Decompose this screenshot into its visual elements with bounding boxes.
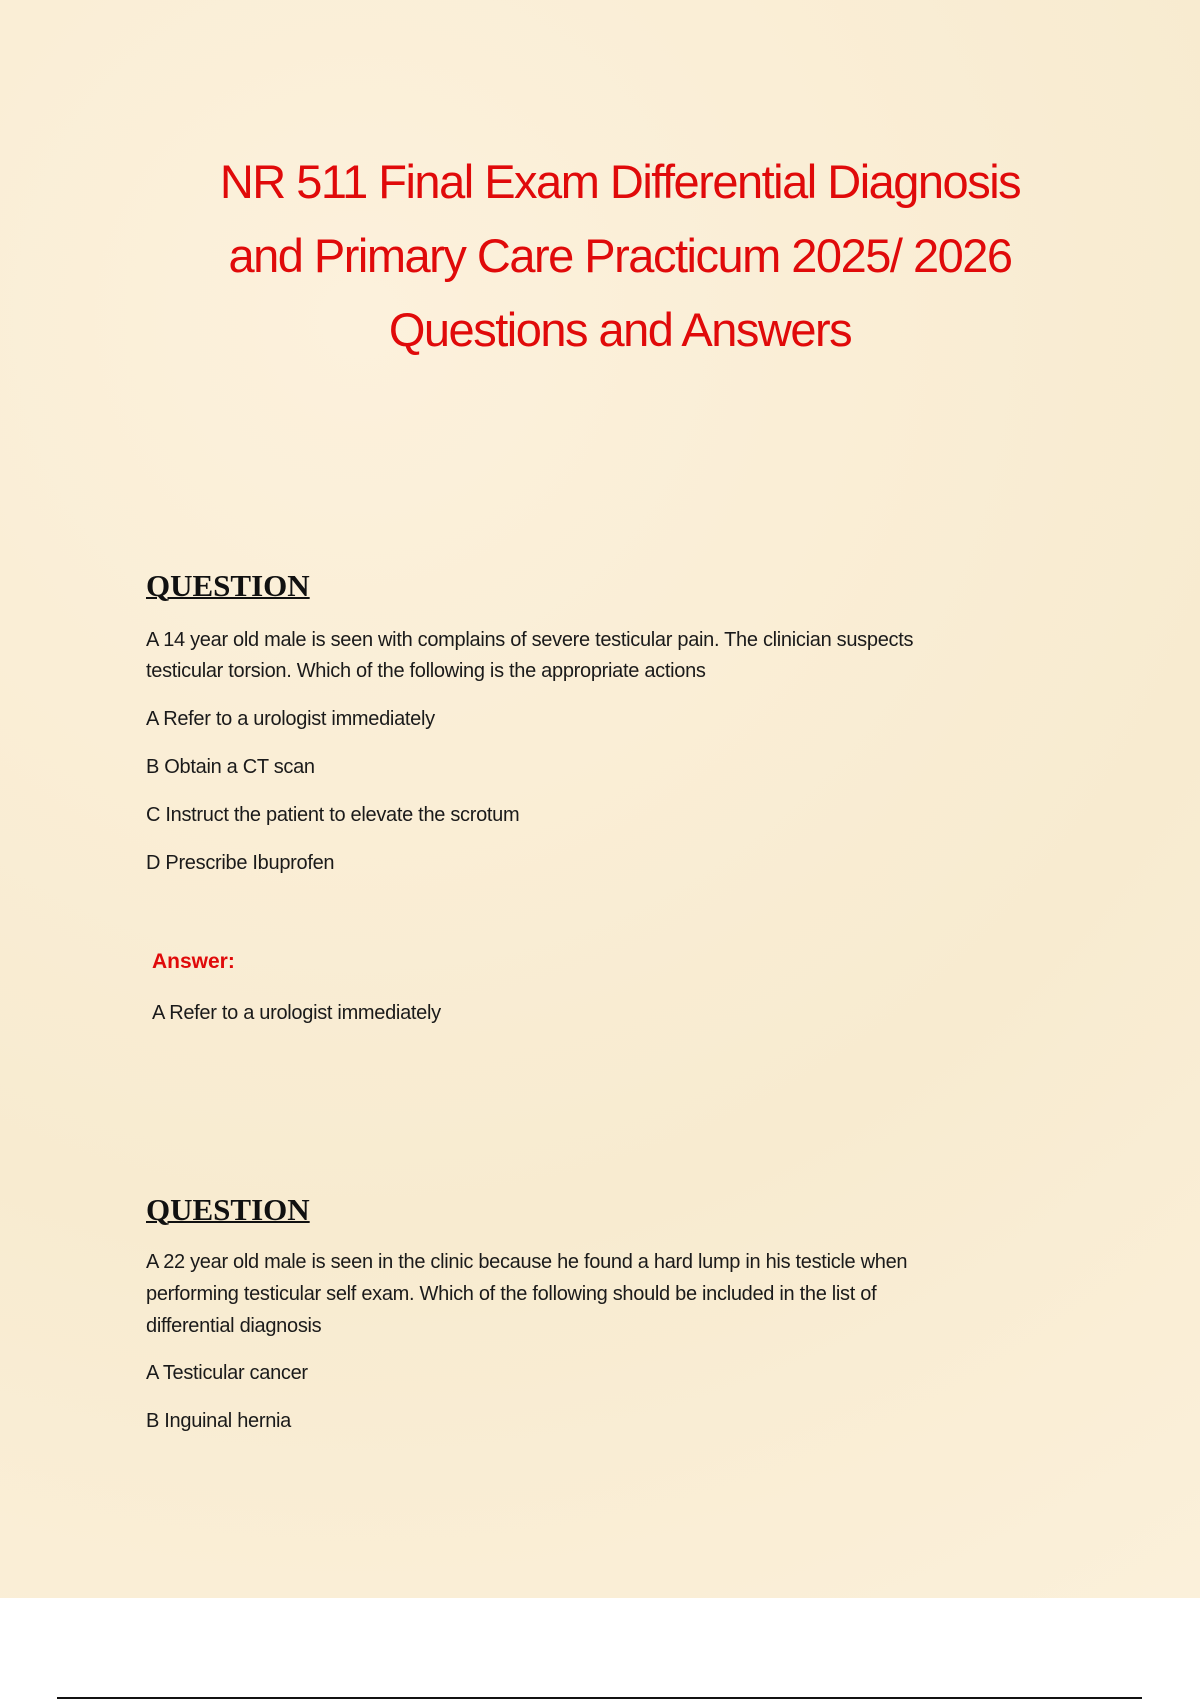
option-b: B Inguinal hernia bbox=[146, 1410, 292, 1432]
answer-label: Answer: bbox=[152, 950, 235, 973]
option-a: A Refer to a urologist immediately bbox=[146, 708, 435, 730]
question-text: performing testicular self exam. Which of the following should be included in the list of bbox=[146, 1283, 877, 1305]
option-b: B Obtain a CT scan bbox=[146, 756, 315, 778]
question-heading: QUESTION bbox=[146, 1192, 310, 1227]
title-line: Questions and Answers bbox=[388, 303, 852, 356]
question-text: A 14 year old male is seen with complains of severe testicular pain. The clinician suspects bbox=[146, 629, 914, 651]
document-title bbox=[100, 145, 1140, 367]
option-c: C Instruct the patient to elevate the scrotum bbox=[146, 804, 520, 826]
title-line: NR 511 Final Exam Differential Diagnosis bbox=[219, 155, 1021, 208]
question-text: differential diagnosis bbox=[146, 1315, 322, 1337]
footer-divider bbox=[57, 1697, 1142, 1699]
question-text: testicular torsion. Which of the following is the appropriate actions bbox=[146, 660, 706, 682]
title-line: and Primary Care Practicum 2025/ 2026 bbox=[228, 229, 1012, 282]
question-text: A 22 year old male is seen in the clinic because he found a hard lump in his testicle when bbox=[146, 1251, 908, 1273]
question-heading: QUESTION bbox=[146, 568, 310, 603]
option-a: A Testicular cancer bbox=[146, 1362, 308, 1384]
option-d: D Prescribe Ibuprofen bbox=[146, 852, 335, 874]
answer-text: A Refer to a urologist immediately bbox=[152, 1002, 441, 1024]
